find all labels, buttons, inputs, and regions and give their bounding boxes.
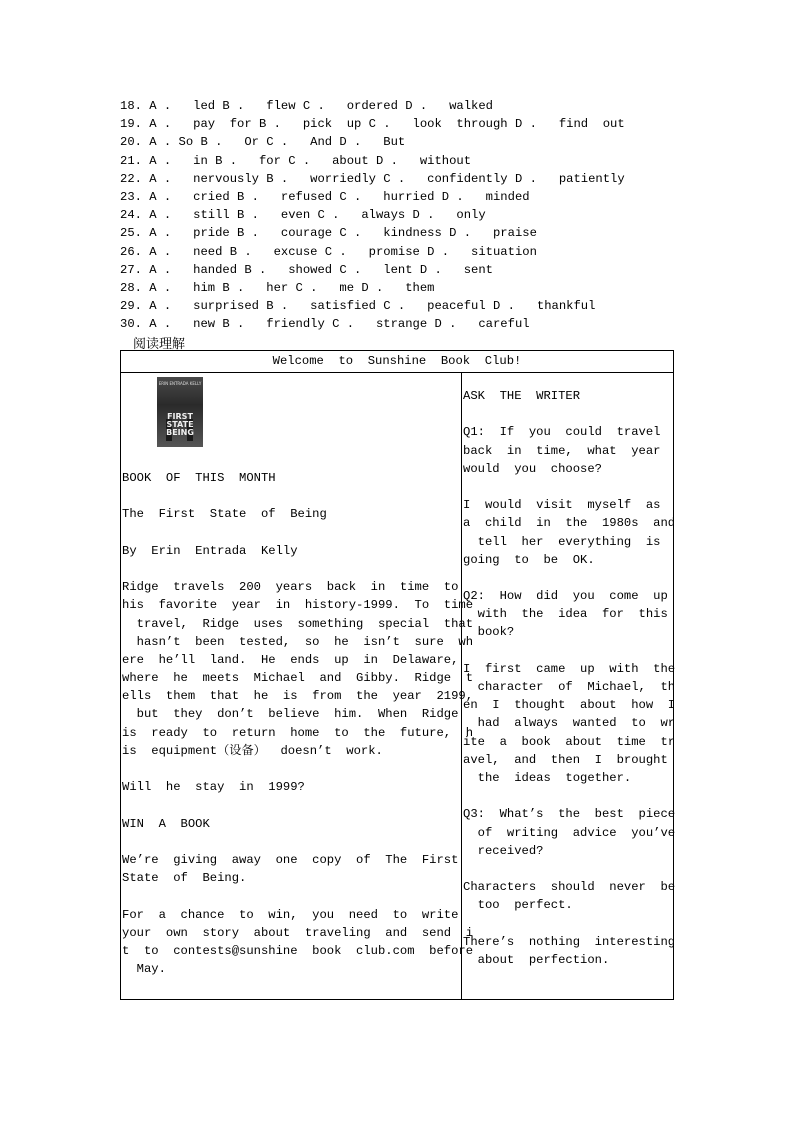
text-line: We’re giving away one copy of The First <box>122 852 459 867</box>
text-line: There’s nothing interesting <box>463 934 676 949</box>
text-line: By Erin Entrada Kelly <box>122 543 298 558</box>
text-line <box>463 642 675 660</box>
ask-the-writer-text <box>463 387 675 969</box>
text-line: your own story about traveling and send i <box>122 925 474 940</box>
text-line <box>122 833 473 851</box>
text-line: tell her everything is <box>463 534 661 549</box>
option-line: 24. A . still B . even C . always D . only <box>120 208 486 223</box>
text-line: going to be OK. <box>463 552 595 567</box>
text-line: Will he stay in 1999? <box>122 780 305 795</box>
text-line: a child in the 1980s and <box>463 516 676 531</box>
text-line: WIN A BOOK <box>122 816 210 831</box>
text-line: about perfection. <box>463 952 610 967</box>
text-line: with the idea for this <box>463 607 668 622</box>
text-line <box>463 860 675 878</box>
text-line <box>463 787 675 805</box>
text-line <box>463 914 675 932</box>
text-line: t to contests@sunshine book club.com before <box>122 943 474 958</box>
left-column <box>121 373 474 999</box>
table-header: Welcome to Sunshine Book Club! <box>121 351 673 373</box>
option-line: 25. A . pride B . courage C . kindness D . praise <box>120 226 537 241</box>
text-line: would you choose? <box>463 461 602 476</box>
text-line: where he meets Michael and Gibby. Ridge t <box>122 671 474 686</box>
text-line: The First State of Being <box>122 507 327 522</box>
text-line <box>122 760 473 778</box>
option-line: 21. A . in B . for C . about D . without <box>120 153 472 168</box>
section-title: 阅读理解 <box>133 337 186 352</box>
cover-author: ERIN ENTRADA KELLY <box>158 381 202 386</box>
text-line <box>463 405 675 423</box>
text-line: May. <box>122 962 166 977</box>
text-line: ere he’ll land. He ends up in Delaware, <box>122 652 459 667</box>
text-line: his favorite year in history-1999. To time <box>122 598 474 613</box>
book-of-month-text <box>122 469 473 978</box>
text-line: book? <box>463 625 515 640</box>
option-line: 23. A . cried B . refused C . hurried D . minded <box>120 189 530 204</box>
option-line: 26. A . need B . excuse C . promise D . situation <box>120 244 537 259</box>
text-line: avel, and then I brought <box>463 752 668 767</box>
text-line: back in time, what year <box>463 443 661 458</box>
text-line <box>122 796 473 814</box>
text-line <box>122 560 473 578</box>
text-line: BOOK OF THIS MONTH <box>122 471 276 485</box>
option-line: 27. A . handed B . showed C . lent D . sent <box>120 262 493 277</box>
option-line: 20. A . So B . Or C . And D . But <box>120 135 406 150</box>
text-line: the ideas together. <box>463 770 632 785</box>
text-line: character of Michael, th <box>463 680 676 694</box>
text-line: For a chance to win, you need to write <box>122 907 459 922</box>
text-line: hasn’t been tested, so he isn’t sure wh <box>122 634 474 649</box>
option-line: 29. A . surprised B . satisfied C . peaceful D . thankful <box>120 299 596 314</box>
text-line: I would visit myself as <box>463 498 661 513</box>
option-line: 28. A . him B . her C . me D . them <box>120 280 435 295</box>
option-line: 22. A . nervously B . worriedly C . confidently D . patiently <box>120 171 625 186</box>
text-line: ASK THE WRITER <box>463 389 581 403</box>
answer-options <box>120 97 680 333</box>
text-line <box>122 487 473 505</box>
text-line: of writing advice you’ve <box>463 825 676 840</box>
text-line: is equipment（设备） doesn’t work. <box>122 743 383 758</box>
text-line: received? <box>463 843 544 858</box>
text-line: ite a book about time tr <box>463 734 676 749</box>
text-line: is ready to return home to the future, h <box>122 725 474 740</box>
text-line <box>463 569 675 587</box>
text-line <box>122 887 473 905</box>
text-line: I first came up with the <box>463 661 676 676</box>
text-line: Q1: If you could travel <box>463 425 661 440</box>
text-line <box>463 478 675 496</box>
reading-table <box>120 350 674 1000</box>
text-line: State of Being. <box>122 871 247 886</box>
text-line: too perfect. <box>463 898 573 913</box>
text-line: en I thought about how I <box>463 698 676 713</box>
text-line: travel, Ridge uses something special that <box>122 616 474 631</box>
option-line: 19. A . pay for B . pick up C . look through D . find out <box>120 117 625 132</box>
text-line <box>122 524 473 542</box>
cover-title: FIRST STATE BEING <box>166 412 194 437</box>
text-line: Q3: What’s the best piece <box>463 807 676 822</box>
text-line: had always wanted to wr <box>463 716 676 731</box>
option-line: 18. A . led B . flew C . ordered D . walked <box>120 99 493 113</box>
text-line: Q2: How did you come up <box>463 589 668 604</box>
text-line: Characters should never be <box>463 880 676 895</box>
right-column <box>462 373 676 999</box>
option-line: 30. A . new B . friendly C . strange D . careful <box>120 317 530 332</box>
text-line: but they don’t believe him. When Ridge <box>122 707 459 722</box>
text-line: ells them that he is from the year 2199, <box>122 689 474 704</box>
text-line: Ridge travels 200 years back in time to <box>122 580 459 595</box>
book-cover-image <box>157 377 203 447</box>
